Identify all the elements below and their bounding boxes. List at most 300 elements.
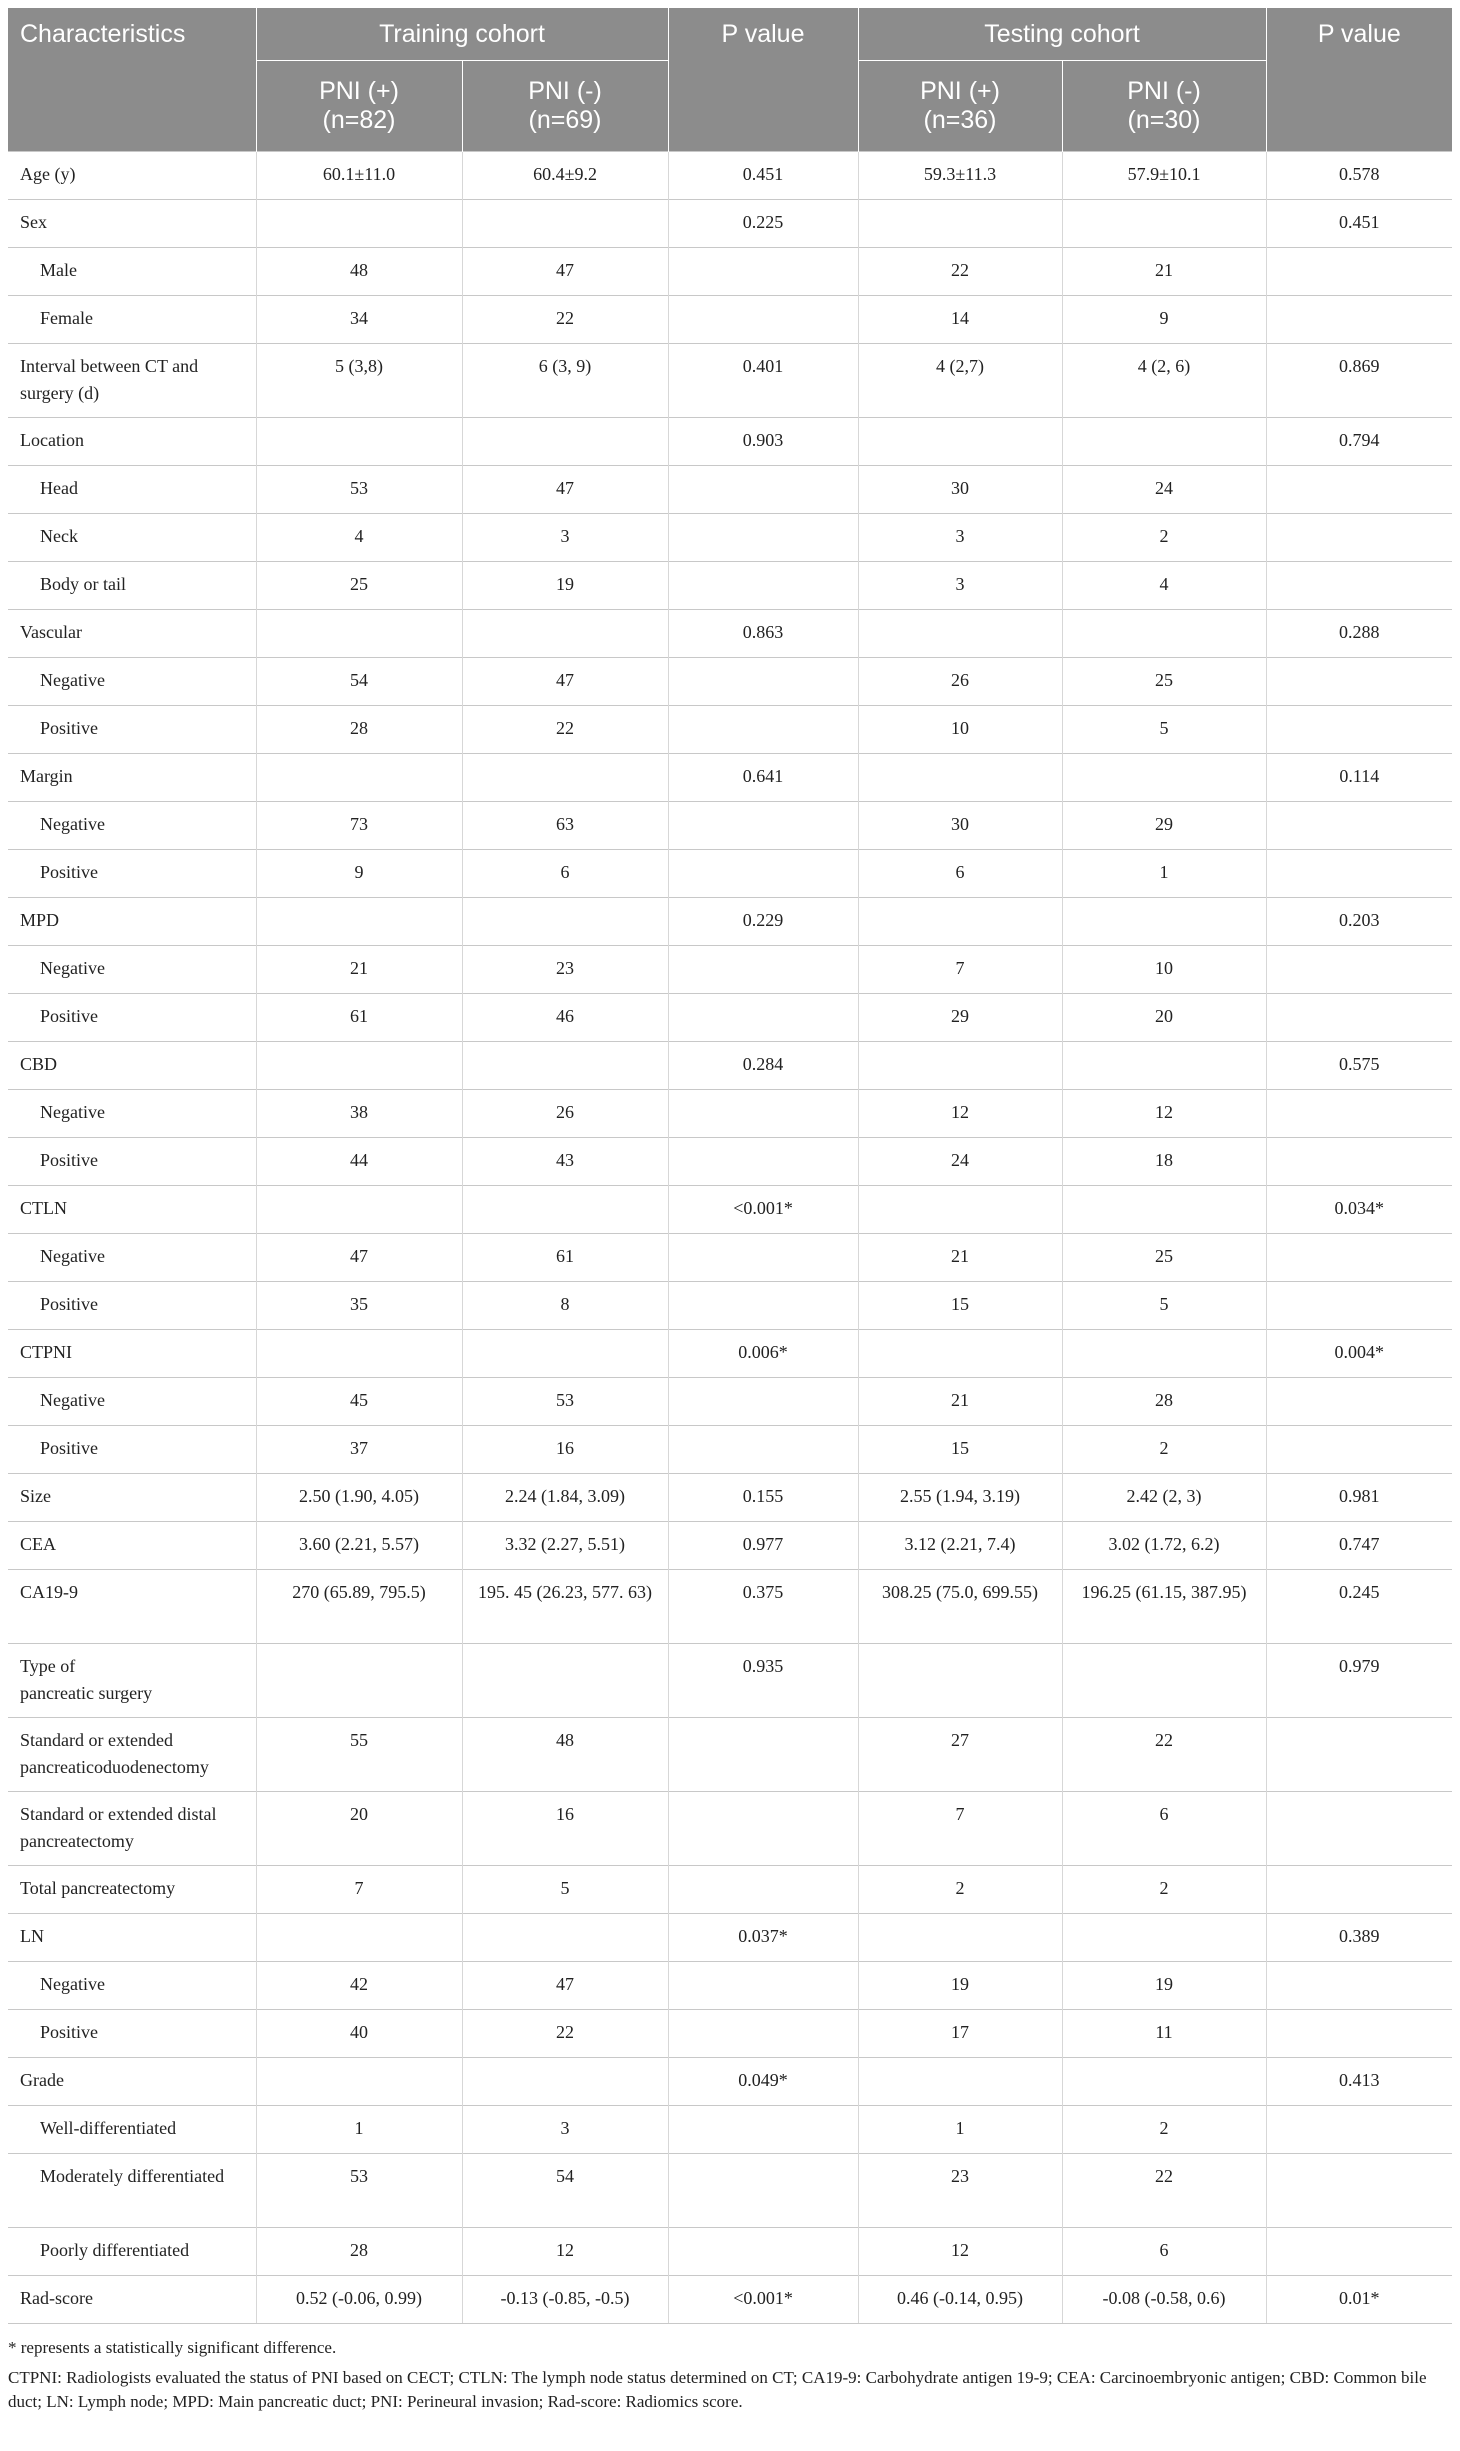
training-pni-negative-cell: 63 bbox=[462, 802, 668, 850]
row-label: Negative bbox=[8, 1962, 256, 2010]
table-row bbox=[8, 466, 1452, 514]
row-label: Standard or extended pancreaticoduodenectomy bbox=[8, 1718, 256, 1792]
testing-pni-positive-cell: 30 bbox=[858, 802, 1062, 850]
testing-p-value-cell bbox=[1266, 850, 1452, 898]
training-p-value-cell: 0.935 bbox=[668, 1644, 858, 1718]
table-row bbox=[8, 1522, 1452, 1570]
training-pni-positive-cell: 0.52 (-0.06, 0.99) bbox=[256, 2276, 462, 2324]
testing-p-value-cell: 0.203 bbox=[1266, 898, 1452, 946]
testing-pni-negative-cell: 12 bbox=[1062, 1090, 1266, 1138]
training-pni-positive-cell: 55 bbox=[256, 1718, 462, 1792]
header-blank-p-training bbox=[668, 61, 858, 152]
row-label: Neck bbox=[8, 514, 256, 562]
row-label: Positive bbox=[8, 706, 256, 754]
testing-p-value-cell bbox=[1266, 514, 1452, 562]
testing-p-value-cell bbox=[1266, 1962, 1452, 2010]
table-row bbox=[8, 850, 1452, 898]
testing-pni-positive-cell: 15 bbox=[858, 1426, 1062, 1474]
training-pni-negative-cell: 22 bbox=[462, 2010, 668, 2058]
testing-pni-positive-cell bbox=[858, 754, 1062, 802]
row-label: LN bbox=[8, 1914, 256, 1962]
testing-pni-negative-cell: 5 bbox=[1062, 706, 1266, 754]
training-pni-positive-cell: 53 bbox=[256, 2154, 462, 2228]
row-label: Positive bbox=[8, 994, 256, 1042]
training-p-value-cell bbox=[668, 1718, 858, 1792]
training-pni-positive-cell: 1 bbox=[256, 2106, 462, 2154]
table-row bbox=[8, 898, 1452, 946]
testing-pni-negative-cell bbox=[1062, 1644, 1266, 1718]
training-p-value-cell bbox=[668, 1090, 858, 1138]
row-label: Standard or extended distal pancreatectomy bbox=[8, 1792, 256, 1866]
testing-p-value-cell bbox=[1266, 1282, 1452, 1330]
training-pni-positive-cell bbox=[256, 1186, 462, 1234]
testing-p-value-cell bbox=[1266, 2106, 1452, 2154]
training-pni-negative-cell: 48 bbox=[462, 1718, 668, 1792]
table-row bbox=[8, 1962, 1452, 2010]
row-label: Poorly differentiated bbox=[8, 2228, 256, 2276]
testing-pni-positive-cell: 15 bbox=[858, 1282, 1062, 1330]
testing-pni-positive-cell: 29 bbox=[858, 994, 1062, 1042]
training-pni-positive-cell bbox=[256, 418, 462, 466]
table-row bbox=[8, 562, 1452, 610]
testing-pni-positive-cell: 12 bbox=[858, 1090, 1062, 1138]
row-label: CEA bbox=[8, 1522, 256, 1570]
testing-pni-positive-cell bbox=[858, 898, 1062, 946]
table-row bbox=[8, 200, 1452, 248]
training-pni-negative-cell: 60.4±9.2 bbox=[462, 152, 668, 200]
testing-pni-negative-cell: 22 bbox=[1062, 1718, 1266, 1792]
table-row bbox=[8, 1718, 1452, 1792]
testing-pni-positive-cell bbox=[858, 1914, 1062, 1962]
row-label: Positive bbox=[8, 2010, 256, 2058]
training-p-value-cell bbox=[668, 850, 858, 898]
testing-pni-negative-cell bbox=[1062, 2058, 1266, 2106]
table-row bbox=[8, 1042, 1452, 1090]
header-training-cohort: Training cohort bbox=[256, 8, 668, 61]
table-row bbox=[8, 1426, 1452, 1474]
testing-p-value-cell bbox=[1266, 658, 1452, 706]
training-pni-negative-cell: 6 bbox=[462, 850, 668, 898]
row-label: Margin bbox=[8, 754, 256, 802]
training-pni-positive-cell: 73 bbox=[256, 802, 462, 850]
training-pni-negative-cell: 3 bbox=[462, 514, 668, 562]
testing-pni-positive-cell: 21 bbox=[858, 1378, 1062, 1426]
testing-p-value-cell: 0.004* bbox=[1266, 1330, 1452, 1378]
testing-pni-negative-cell: 25 bbox=[1062, 1234, 1266, 1282]
testing-pni-positive-cell: 3.12 (2.21, 7.4) bbox=[858, 1522, 1062, 1570]
row-label: Negative bbox=[8, 802, 256, 850]
training-p-value-cell bbox=[668, 658, 858, 706]
testing-pni-negative-cell bbox=[1062, 1330, 1266, 1378]
row-label: Head bbox=[8, 466, 256, 514]
testing-pni-negative-cell: 9 bbox=[1062, 296, 1266, 344]
training-pni-positive-cell: 7 bbox=[256, 1866, 462, 1914]
header-testing-pni-negative: PNI (-) (n=30) bbox=[1062, 61, 1266, 152]
testing-pni-negative-cell: 28 bbox=[1062, 1378, 1266, 1426]
row-label: Well-differentiated bbox=[8, 2106, 256, 2154]
table-row bbox=[8, 152, 1452, 200]
training-p-value-cell: 0.401 bbox=[668, 344, 858, 418]
testing-p-value-cell bbox=[1266, 802, 1452, 850]
testing-pni-negative-cell: 196.25 (61.15, 387.95) bbox=[1062, 1570, 1266, 1644]
testing-pni-negative-cell: -0.08 (-0.58, 0.6) bbox=[1062, 2276, 1266, 2324]
row-label: Age (y) bbox=[8, 152, 256, 200]
table-row bbox=[8, 514, 1452, 562]
testing-pni-negative-cell: 18 bbox=[1062, 1138, 1266, 1186]
training-pni-negative-cell: 47 bbox=[462, 1962, 668, 2010]
training-p-value-cell bbox=[668, 466, 858, 514]
training-p-value-cell bbox=[668, 946, 858, 994]
training-p-value-cell: 0.375 bbox=[668, 1570, 858, 1644]
training-pni-positive-cell bbox=[256, 2058, 462, 2106]
row-label: Positive bbox=[8, 1138, 256, 1186]
testing-p-value-cell bbox=[1266, 1426, 1452, 1474]
testing-p-value-cell bbox=[1266, 946, 1452, 994]
testing-p-value-cell: 0.979 bbox=[1266, 1644, 1452, 1718]
training-pni-negative-cell bbox=[462, 898, 668, 946]
row-label: Body or tail bbox=[8, 562, 256, 610]
table-row bbox=[8, 2010, 1452, 2058]
row-label: CTPNI bbox=[8, 1330, 256, 1378]
training-p-value-cell bbox=[668, 1866, 858, 1914]
testing-pni-positive-cell: 2 bbox=[858, 1866, 1062, 1914]
table-row bbox=[8, 2106, 1452, 2154]
training-pni-negative-cell: 19 bbox=[462, 562, 668, 610]
training-pni-positive-cell: 28 bbox=[256, 2228, 462, 2276]
testing-pni-negative-cell bbox=[1062, 754, 1266, 802]
training-pni-positive-cell: 48 bbox=[256, 248, 462, 296]
row-label: Rad-score bbox=[8, 2276, 256, 2324]
training-p-value-cell bbox=[668, 562, 858, 610]
training-pni-negative-cell: 61 bbox=[462, 1234, 668, 1282]
training-pni-positive-cell: 20 bbox=[256, 1792, 462, 1866]
training-p-value-cell bbox=[668, 1426, 858, 1474]
training-p-value-cell bbox=[668, 1282, 858, 1330]
row-label: Vascular bbox=[8, 610, 256, 658]
training-p-value-cell: 0.977 bbox=[668, 1522, 858, 1570]
row-label: Positive bbox=[8, 850, 256, 898]
testing-p-value-cell: 0.389 bbox=[1266, 1914, 1452, 1962]
testing-pni-negative-cell: 25 bbox=[1062, 658, 1266, 706]
training-pni-positive-cell: 54 bbox=[256, 658, 462, 706]
training-p-value-cell bbox=[668, 1792, 858, 1866]
testing-pni-positive-cell bbox=[858, 1330, 1062, 1378]
training-p-value-cell bbox=[668, 1138, 858, 1186]
testing-pni-positive-cell: 24 bbox=[858, 1138, 1062, 1186]
row-label: Positive bbox=[8, 1426, 256, 1474]
testing-pni-positive-cell bbox=[858, 418, 1062, 466]
training-pni-negative-cell: -0.13 (-0.85, -0.5) bbox=[462, 2276, 668, 2324]
training-p-value-cell bbox=[668, 994, 858, 1042]
testing-pni-positive-cell bbox=[858, 2058, 1062, 2106]
table-row bbox=[8, 2228, 1452, 2276]
row-label: Size bbox=[8, 1474, 256, 1522]
training-p-value-cell: 0.049* bbox=[668, 2058, 858, 2106]
training-pni-positive-cell bbox=[256, 1914, 462, 1962]
training-pni-positive-cell: 28 bbox=[256, 706, 462, 754]
training-p-value-cell: 0.006* bbox=[668, 1330, 858, 1378]
training-pni-positive-cell: 44 bbox=[256, 1138, 462, 1186]
testing-pni-negative-cell: 1 bbox=[1062, 850, 1266, 898]
testing-p-value-cell: 0.413 bbox=[1266, 2058, 1452, 2106]
header-blank-characteristics bbox=[8, 61, 256, 152]
testing-pni-positive-cell bbox=[858, 610, 1062, 658]
table-row bbox=[8, 248, 1452, 296]
testing-p-value-cell bbox=[1266, 1792, 1452, 1866]
testing-pni-negative-cell: 57.9±10.1 bbox=[1062, 152, 1266, 200]
training-pni-positive-cell bbox=[256, 754, 462, 802]
header-training-pni-negative: PNI (-) (n=69) bbox=[462, 61, 668, 152]
training-pni-negative-cell: 2.24 (1.84, 3.09) bbox=[462, 1474, 668, 1522]
row-label: Moderately differentiated bbox=[8, 2154, 256, 2228]
testing-pni-negative-cell bbox=[1062, 898, 1266, 946]
testing-pni-negative-cell: 5 bbox=[1062, 1282, 1266, 1330]
testing-p-value-cell bbox=[1266, 1866, 1452, 1914]
training-pni-positive-cell: 25 bbox=[256, 562, 462, 610]
training-pni-positive-cell bbox=[256, 1042, 462, 1090]
training-pni-positive-cell: 21 bbox=[256, 946, 462, 994]
training-pni-positive-cell bbox=[256, 200, 462, 248]
row-label: Negative bbox=[8, 1378, 256, 1426]
testing-pni-negative-cell: 4 bbox=[1062, 562, 1266, 610]
training-pni-negative-cell: 23 bbox=[462, 946, 668, 994]
training-pni-negative-cell: 22 bbox=[462, 706, 668, 754]
training-p-value-cell: 0.225 bbox=[668, 200, 858, 248]
training-pni-negative-cell: 12 bbox=[462, 2228, 668, 2276]
training-p-value-cell: <0.001* bbox=[668, 1186, 858, 1234]
abbreviations-note: CTPNI: Radiologists evaluated the status of PNI based on CECT; CTLN: The lymph node status determined on CT; CA19-9: Carbohydrate antigen 19-9; CEA: Carcinoembryonic antigen; CBD: Common bile duct; LN: Lymph node; MPD: Main pancreatic duct; PNI: Perineural invasion; Rad-score: Radiomics score. bbox=[8, 2368, 1427, 2411]
training-pni-positive-cell: 45 bbox=[256, 1378, 462, 1426]
training-pni-negative-cell bbox=[462, 1186, 668, 1234]
table-row bbox=[8, 344, 1452, 418]
testing-pni-negative-cell bbox=[1062, 1186, 1266, 1234]
testing-pni-positive-cell: 2.55 (1.94, 3.19) bbox=[858, 1474, 1062, 1522]
testing-p-value-cell: 0.288 bbox=[1266, 610, 1452, 658]
testing-p-value-cell: 0.575 bbox=[1266, 1042, 1452, 1090]
header-p-value-training: P value bbox=[668, 8, 858, 61]
testing-pni-negative-cell: 6 bbox=[1062, 2228, 1266, 2276]
table-row bbox=[8, 1914, 1452, 1962]
significance-note: * represents a statistically significant difference. bbox=[8, 2338, 337, 2357]
table-row bbox=[8, 1282, 1452, 1330]
testing-p-value-cell bbox=[1266, 1378, 1452, 1426]
table-row bbox=[8, 1186, 1452, 1234]
testing-pni-negative-cell: 2 bbox=[1062, 1426, 1266, 1474]
training-pni-positive-cell: 5 (3,8) bbox=[256, 344, 462, 418]
training-pni-positive-cell: 61 bbox=[256, 994, 462, 1042]
training-pni-positive-cell: 38 bbox=[256, 1090, 462, 1138]
training-p-value-cell: 0.863 bbox=[668, 610, 858, 658]
testing-p-value-cell: 0.01* bbox=[1266, 2276, 1452, 2324]
testing-pni-negative-cell bbox=[1062, 610, 1266, 658]
training-pni-negative-cell: 3 bbox=[462, 2106, 668, 2154]
training-p-value-cell: 0.641 bbox=[668, 754, 858, 802]
training-pni-positive-cell: 270 (65.89, 795.5) bbox=[256, 1570, 462, 1644]
training-p-value-cell: 0.037* bbox=[668, 1914, 858, 1962]
testing-pni-negative-cell bbox=[1062, 1042, 1266, 1090]
testing-pni-positive-cell bbox=[858, 1644, 1062, 1718]
training-p-value-cell bbox=[668, 296, 858, 344]
training-p-value-cell bbox=[668, 2106, 858, 2154]
testing-pni-positive-cell bbox=[858, 1186, 1062, 1234]
header-training-pni-positive: PNI (+) (n=82) bbox=[256, 61, 462, 152]
testing-p-value-cell bbox=[1266, 296, 1452, 344]
testing-pni-negative-cell: 19 bbox=[1062, 1962, 1266, 2010]
training-pni-negative-cell: 22 bbox=[462, 296, 668, 344]
testing-p-value-cell bbox=[1266, 2154, 1452, 2228]
testing-pni-positive-cell: 30 bbox=[858, 466, 1062, 514]
testing-p-value-cell: 0.981 bbox=[1266, 1474, 1452, 1522]
training-pni-positive-cell: 9 bbox=[256, 850, 462, 898]
training-pni-positive-cell: 60.1±11.0 bbox=[256, 152, 462, 200]
testing-pni-negative-cell: 4 (2, 6) bbox=[1062, 344, 1266, 418]
header-blank-p-testing bbox=[1266, 61, 1452, 152]
testing-pni-positive-cell bbox=[858, 200, 1062, 248]
training-pni-positive-cell: 3.60 (2.21, 5.57) bbox=[256, 1522, 462, 1570]
training-pni-positive-cell: 4 bbox=[256, 514, 462, 562]
training-pni-negative-cell bbox=[462, 1644, 668, 1718]
training-pni-negative-cell: 47 bbox=[462, 658, 668, 706]
table-row bbox=[8, 1792, 1452, 1866]
training-p-value-cell: 0.451 bbox=[668, 152, 858, 200]
testing-pni-negative-cell bbox=[1062, 200, 1266, 248]
training-pni-positive-cell: 2.50 (1.90, 4.05) bbox=[256, 1474, 462, 1522]
table-row bbox=[8, 610, 1452, 658]
testing-pni-positive-cell: 27 bbox=[858, 1718, 1062, 1792]
table-row bbox=[8, 994, 1452, 1042]
training-pni-positive-cell bbox=[256, 898, 462, 946]
testing-pni-positive-cell: 4 (2,7) bbox=[858, 344, 1062, 418]
training-p-value-cell bbox=[668, 706, 858, 754]
training-p-value-cell: 0.155 bbox=[668, 1474, 858, 1522]
table-row bbox=[8, 946, 1452, 994]
testing-pni-negative-cell: 21 bbox=[1062, 248, 1266, 296]
testing-p-value-cell bbox=[1266, 706, 1452, 754]
testing-pni-positive-cell: 59.3±11.3 bbox=[858, 152, 1062, 200]
testing-p-value-cell bbox=[1266, 2010, 1452, 2058]
testing-pni-negative-cell: 22 bbox=[1062, 2154, 1266, 2228]
table-row bbox=[8, 1866, 1452, 1914]
training-p-value-cell bbox=[668, 2154, 858, 2228]
testing-pni-positive-cell: 0.46 (-0.14, 0.95) bbox=[858, 2276, 1062, 2324]
training-pni-negative-cell: 47 bbox=[462, 248, 668, 296]
table-row bbox=[8, 754, 1452, 802]
testing-pni-negative-cell: 10 bbox=[1062, 946, 1266, 994]
testing-p-value-cell bbox=[1266, 994, 1452, 1042]
table-row bbox=[8, 2058, 1452, 2106]
testing-p-value-cell bbox=[1266, 1234, 1452, 1282]
row-label: CBD bbox=[8, 1042, 256, 1090]
training-pni-negative-cell: 26 bbox=[462, 1090, 668, 1138]
row-label: Negative bbox=[8, 946, 256, 994]
table-row bbox=[8, 658, 1452, 706]
training-pni-negative-cell: 5 bbox=[462, 1866, 668, 1914]
testing-pni-positive-cell: 26 bbox=[858, 658, 1062, 706]
row-label: Location bbox=[8, 418, 256, 466]
training-pni-negative-cell: 3.32 (2.27, 5.51) bbox=[462, 1522, 668, 1570]
header-p-value-testing: P value bbox=[1266, 8, 1452, 61]
training-pni-negative-cell: 54 bbox=[462, 2154, 668, 2228]
testing-pni-positive-cell: 10 bbox=[858, 706, 1062, 754]
training-p-value-cell bbox=[668, 2228, 858, 2276]
training-pni-negative-cell: 47 bbox=[462, 466, 668, 514]
row-label: Female bbox=[8, 296, 256, 344]
training-p-value-cell: 0.903 bbox=[668, 418, 858, 466]
testing-pni-negative-cell bbox=[1062, 418, 1266, 466]
row-label: Negative bbox=[8, 1234, 256, 1282]
testing-pni-negative-cell: 11 bbox=[1062, 2010, 1266, 2058]
table-header bbox=[8, 8, 1452, 152]
training-pni-positive-cell: 37 bbox=[256, 1426, 462, 1474]
training-pni-negative-cell: 53 bbox=[462, 1378, 668, 1426]
testing-pni-positive-cell: 1 bbox=[858, 2106, 1062, 2154]
testing-pni-positive-cell: 23 bbox=[858, 2154, 1062, 2228]
training-pni-negative-cell bbox=[462, 1330, 668, 1378]
testing-pni-positive-cell: 7 bbox=[858, 1792, 1062, 1866]
training-p-value-cell bbox=[668, 1962, 858, 2010]
training-p-value-cell bbox=[668, 1378, 858, 1426]
training-pni-negative-cell bbox=[462, 1914, 668, 1962]
testing-pni-positive-cell: 12 bbox=[858, 2228, 1062, 2276]
table-body bbox=[8, 152, 1452, 2324]
testing-pni-negative-cell: 29 bbox=[1062, 802, 1266, 850]
testing-pni-negative-cell: 20 bbox=[1062, 994, 1266, 1042]
training-p-value-cell bbox=[668, 514, 858, 562]
testing-pni-positive-cell: 7 bbox=[858, 946, 1062, 994]
header-characteristics: Characteristics bbox=[8, 8, 256, 61]
testing-pni-negative-cell: 3.02 (1.72, 6.2) bbox=[1062, 1522, 1266, 1570]
characteristics-table bbox=[8, 8, 1452, 2324]
training-pni-negative-cell: 16 bbox=[462, 1426, 668, 1474]
testing-p-value-cell bbox=[1266, 1138, 1452, 1186]
testing-pni-positive-cell: 14 bbox=[858, 296, 1062, 344]
table-row bbox=[8, 2154, 1452, 2228]
testing-p-value-cell: 0.451 bbox=[1266, 200, 1452, 248]
training-pni-negative-cell bbox=[462, 610, 668, 658]
row-label: Sex bbox=[8, 200, 256, 248]
training-pni-negative-cell bbox=[462, 754, 668, 802]
training-pni-negative-cell bbox=[462, 200, 668, 248]
training-pni-negative-cell: 195. 45 (26.23, 577. 63) bbox=[462, 1570, 668, 1644]
training-p-value-cell bbox=[668, 2010, 858, 2058]
testing-pni-negative-cell: 2 bbox=[1062, 514, 1266, 562]
header-testing-cohort: Testing cohort bbox=[858, 8, 1266, 61]
training-pni-positive-cell bbox=[256, 1330, 462, 1378]
testing-pni-positive-cell: 6 bbox=[858, 850, 1062, 898]
table-row bbox=[8, 1378, 1452, 1426]
testing-pni-positive-cell: 3 bbox=[858, 514, 1062, 562]
training-pni-positive-cell bbox=[256, 1644, 462, 1718]
testing-pni-positive-cell: 21 bbox=[858, 1234, 1062, 1282]
testing-pni-positive-cell: 22 bbox=[858, 248, 1062, 296]
row-label: Negative bbox=[8, 1090, 256, 1138]
row-label: Type of pancreatic surgery bbox=[8, 1644, 256, 1718]
training-pni-negative-cell bbox=[462, 418, 668, 466]
row-label: Total pancreatectomy bbox=[8, 1866, 256, 1914]
testing-pni-positive-cell: 308.25 (75.0, 699.55) bbox=[858, 1570, 1062, 1644]
training-pni-positive-cell: 47 bbox=[256, 1234, 462, 1282]
training-pni-negative-cell bbox=[462, 1042, 668, 1090]
testing-p-value-cell bbox=[1266, 248, 1452, 296]
row-label: Negative bbox=[8, 658, 256, 706]
testing-pni-negative-cell: 2.42 (2, 3) bbox=[1062, 1474, 1266, 1522]
training-pni-negative-cell: 46 bbox=[462, 994, 668, 1042]
training-pni-positive-cell: 34 bbox=[256, 296, 462, 344]
table-row bbox=[8, 1138, 1452, 1186]
row-label: CTLN bbox=[8, 1186, 256, 1234]
training-pni-positive-cell: 42 bbox=[256, 1962, 462, 2010]
table-row bbox=[8, 706, 1452, 754]
